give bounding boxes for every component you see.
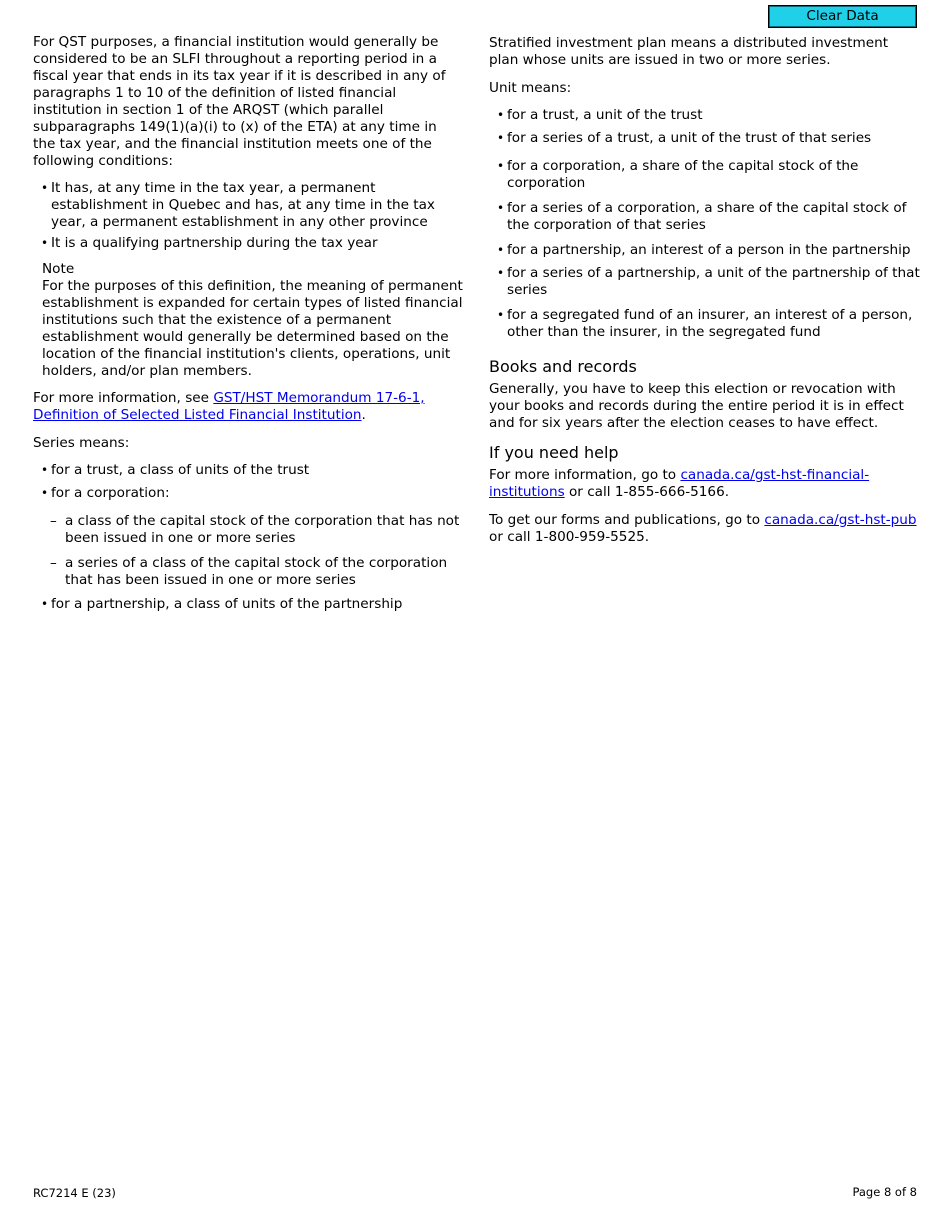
list-item: • for a series of a partnership, a unit of the partnership of that series — [489, 265, 921, 299]
financial-institutions-link[interactable]: canada.ca/gst-hst-financial-institutions — [489, 467, 870, 500]
clear-data-button[interactable]: Clear Data — [768, 5, 917, 28]
help-suffix: or call 1-855-666-5166. — [564, 484, 730, 500]
conditions-list — [33, 180, 463, 252]
slfi-intro-paragraph: For QST purposes, a financial institution would generally be considered to be an SLFI throughout a reporting period in a fiscal year that ends in its tax year if it is described in any of paragraphs 1 to 10 of the definition of listed financial institution in section 1 of the ARQST (which parallel subparagraphs 149(1)(a)(i) to (x) of the ETA) at any time in the tax year, and the financial institution meets one of the following conditions: — [33, 34, 446, 169]
list-item: – a series of a class of the capital stock of the corporation that has been issued in one or more series — [33, 555, 463, 589]
right-column — [489, 34, 921, 557]
more-info-suffix: . — [361, 407, 366, 423]
help-text — [489, 467, 921, 501]
list-item: • for a partnership, an interest of a person in the partnership — [489, 242, 921, 259]
books-records-heading: Books and records — [489, 357, 637, 376]
list-item: • It is a qualifying partnership during the tax year — [33, 235, 463, 252]
stratified-term: Stratified investment plan — [489, 35, 667, 51]
unit-heading: Unit means: — [489, 80, 572, 96]
left-column — [33, 34, 463, 613]
series-list — [33, 462, 463, 502]
forms-text — [489, 512, 921, 546]
list-item: • for a corporation, a share of the capital stock of the corporation — [489, 158, 921, 192]
list-item: – a class of the capital stock of the corporation that has not been issued in one or more series — [33, 513, 463, 547]
forms-suffix: or call 1-800-959-5525. — [489, 529, 650, 545]
stratified-rest: means a distributed investment plan whose units are issued in two or more series. — [489, 35, 889, 68]
form-code: RC7214 E (23) — [33, 1186, 116, 1200]
gst-hst-pub-link[interactable]: canada.ca/gst-hst-pub — [764, 512, 917, 528]
list-item: • for a trust, a class of units of the trust — [33, 462, 463, 479]
list-item: • for a partnership, a class of units of the partnership — [33, 596, 463, 613]
help-heading: If you need help — [489, 443, 619, 462]
list-item: • It has, at any time in the tax year, a permanent establishment in Quebec and has, at any time in the tax year, a permanent establishment in any other province — [33, 180, 463, 231]
corporation-sub-list — [33, 513, 463, 589]
note-title: Note — [42, 261, 75, 277]
help-prefix: For more information, go to — [489, 467, 681, 483]
list-item: • for a corporation: — [33, 485, 463, 502]
forms-prefix: To get our forms and publications, go to — [489, 512, 765, 528]
more-info-paragraph — [33, 390, 463, 424]
list-item: • for a series of a corporation, a share of the capital stock of the corporation of that series — [489, 200, 921, 234]
list-item: • for a series of a trust, a unit of the trust of that series — [489, 130, 921, 147]
page-number: Page 8 of 8 — [852, 1185, 917, 1199]
books-records-text: Generally, you have to keep this election or revocation with your books and records during the entire period it is in effect and for six years after the election ceases to have effect. — [489, 381, 904, 431]
note-text: For the purposes of this definition, the meaning of permanent establishment is expanded for certain types of listed financial institutions such that the existence of a permanent establishment would generally be determined based on the location of the financial institution's clients, operations, unit holders, and/or plan members. — [42, 278, 463, 379]
note-block — [42, 261, 463, 380]
list-item: • for a trust, a unit of the trust — [489, 107, 921, 124]
series-heading: Series means: — [33, 435, 130, 451]
more-info-prefix: For more information, see — [33, 390, 214, 406]
stratified-plan-definition — [489, 35, 921, 69]
series-list-continued — [33, 596, 463, 613]
unit-list — [489, 107, 921, 341]
memorandum-link[interactable]: GST/HST Memorandum 17-6-1, Definition of Selected Listed Financial Institution — [33, 390, 425, 423]
list-item: • for a segregated fund of an insurer, an interest of a person, other than the insurer, in the segregated fund — [489, 307, 921, 341]
